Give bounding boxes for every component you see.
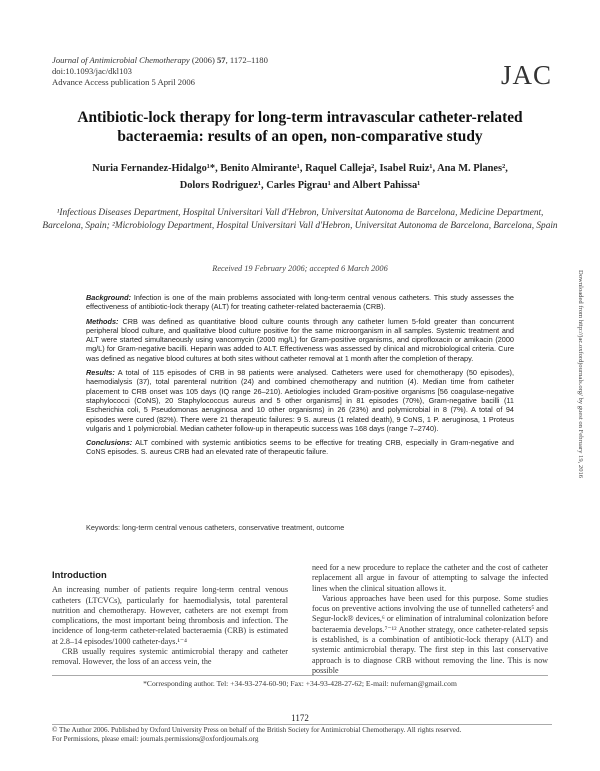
- methods-label: Methods:: [86, 316, 119, 326]
- footnote-divider: [52, 675, 548, 676]
- methods-text: CRB was defined as quantitative blood culture counts through any catheter lumen 5-fold greater than concurrent peripheral blood culture, and qualitative blood culture positive for the same microorganism in all samples. Systemic treatment and ALT were started simultaneously using vancomycin (2000 mg/L) for Gram-positive organisms, and ciprofloxacin or amikacin (2000 mg/L) for Gram-negative bacilli. Heparin was added to ALT. Effectiveness was assessed by clinical and microbiological criteria. Cure was defined as negative blood cultures at both sites without catheter removal at 1 month after the completion of therapy.: [86, 316, 514, 363]
- journal-pages: , 1172–1180: [225, 55, 268, 65]
- received-dates: Received 19 February 2006; accepted 6 March 2006: [212, 264, 388, 273]
- col2-paragraph-1: need for a new procedure to replace the catheter and the cost of catheter replacement all argue in favour of attempting to salvage the infected lines when the clinical situation allows it.: [312, 563, 548, 593]
- section-heading-introduction: Introduction: [52, 569, 107, 580]
- background-label: Background:: [86, 293, 131, 302]
- intro-paragraph-2: CRB usually requires systemic antimicrobial therapy and catheter removal. However, the loss of an access vein, the: [52, 647, 288, 667]
- permissions-line: For Permissions, please email: journals.permissions@oxfordjournals.org: [52, 735, 259, 744]
- results-label: Results:: [86, 368, 115, 378]
- article-title: Antibiotic-lock therapy for long-term intravascular catheter-related bacteraemia: results of an open, non-comparative study: [77, 109, 523, 145]
- intro-paragraph-1: An increasing number of patients require long-term central venous catheters (LTCVCs), particularly for haemodialysis, total parenteral nutrition and chemotherapy. However, catheters are not exempt from complications, the most important being thrombosis and infection. The incidence of long-term catheter-related bacteraemia (CRB) is estimated at 2.8–14 episodes/1000 catheter-days.¹⁻⁴: [52, 585, 288, 646]
- journal-name: Journal of Antimicrobial Chemotherapy: [52, 55, 190, 65]
- jac-logo: JAC: [500, 60, 552, 90]
- column-right: [312, 563, 548, 676]
- column-left: [52, 570, 288, 668]
- footer-divider: [52, 724, 552, 725]
- author-list: [40, 160, 560, 194]
- journal-volume: 57: [216, 55, 226, 65]
- doi: doi:10.1093/jac/dkl103: [52, 66, 132, 77]
- conclusions-text: ALT combined with systemic antibiotics seems to be effective for treating CRB, especially in Gram-negative and CoNS episodes. S. aureus CRB had an elevated rate of therapeutic failure.: [86, 438, 514, 457]
- conclusions-label: Conclusions:: [86, 438, 133, 448]
- journal-year: (2006): [191, 55, 215, 65]
- abstract-results: [86, 368, 514, 433]
- advance-access: Advance Access publication 5 April 2006: [52, 77, 195, 88]
- journal-header: [52, 55, 268, 89]
- download-notice[interactable]: Downloaded from http://jac.oxfordjournals.org/ by guest on February 19, 2016: [577, 270, 584, 479]
- abstract-background: [86, 293, 514, 312]
- abstract: [86, 293, 514, 462]
- correspondence-footnote: *Corresponding author. Tel: +34-93-274-60-90; Fax: +34-93-428-27-62; E-mail: nufernan@gmail.com: [143, 679, 457, 688]
- authors-line-2: Dolors Rodriguez¹, Carles Pigrau¹ and Albert Pahissa¹: [179, 180, 421, 191]
- affiliations: ¹Infectious Diseases Department, Hospital Universitari Vall d'Hebron, Universitat Autonoma de Barcelona, Medicine Department, Barcelona, Spain; ²Microbiology Department, Hospital Universitari Vall d'Hebron, Universitat Autonoma de Barcelona, Barcelona, Spain: [42, 208, 558, 231]
- col2-paragraph-2: Various approaches have been used for this purpose. Some studies focus on preventive actions involving the use of tunnelled catheters⁵ and Segur-lock® devices,⁶ or elimination of intraluminal colonization before bacteraemia develops.⁷⁻¹² Another strategy, once catheter-related sepsis is established, is a combination of antibiotic-lock therapy (ALT) and systemic antimicrobial therapy. The first step in this last conservative approach is to diagnose CRB without removing the line. This is now possible: [312, 593, 548, 675]
- keywords: Keywords: long-term central venous catheters, conservative treatment, outcome: [86, 523, 345, 532]
- background-text: Infection is one of the main problems associated with long-term central venous catheters. This study assesses the effectiveness of antibiotic-lock therapy (ALT) for treating catheter-related bacteraemia (CRB).: [86, 293, 514, 312]
- abstract-methods: [86, 317, 514, 363]
- copyright-footer: [52, 724, 552, 745]
- download-sidebar: [572, 270, 586, 515]
- abstract-conclusions: [86, 438, 514, 457]
- journal-citation: [52, 55, 268, 66]
- results-text: A total of 115 episodes of CRB in 98 patients were analysed. Catheters were used for chemotherapy (50 episodes), haemodialysis (37), total parenteral nutrition (24) and combined chemotherapy and nutrition (4). Median time from catheter placement to CRB onset was 105 days (IQ range 26–210). Aetiologies included Gram-positive organisms [56 coagulase-negative staphylococci (CoNS), 20 Staphylococcus aureus and 5 other organisms] in 81 episodes (70%), Gram-negative bacilli (11 Escherichia coli, 5 Pseudomonas aeruginosa and 10 other organisms) in 26 (23%) and polymicrobial in 8 (7%). A total of 94 episodes were cured (82%). There were 21 therapeutic failures: 9 S. aureus (1 related death), 9 CoNS, 1 P. aeruginosa, 1 Proteus vulgaris and 1 polymicrobial. Median catheter follow-up in therapeutic success was 168 days (range 7–2740).: [86, 368, 514, 433]
- authors-line-1: Nuria Fernandez-Hidalgo¹*, Benito Almirante¹, Raquel Calleja², Isabel Ruiz¹, Ana M. Planes²,: [92, 163, 508, 174]
- copyright-line: © The Author 2006. Published by Oxford University Press on behalf of the British Society for Antimicrobial Chemotherapy. All rights reserved.: [52, 726, 462, 734]
- page-number: 1172: [291, 713, 309, 723]
